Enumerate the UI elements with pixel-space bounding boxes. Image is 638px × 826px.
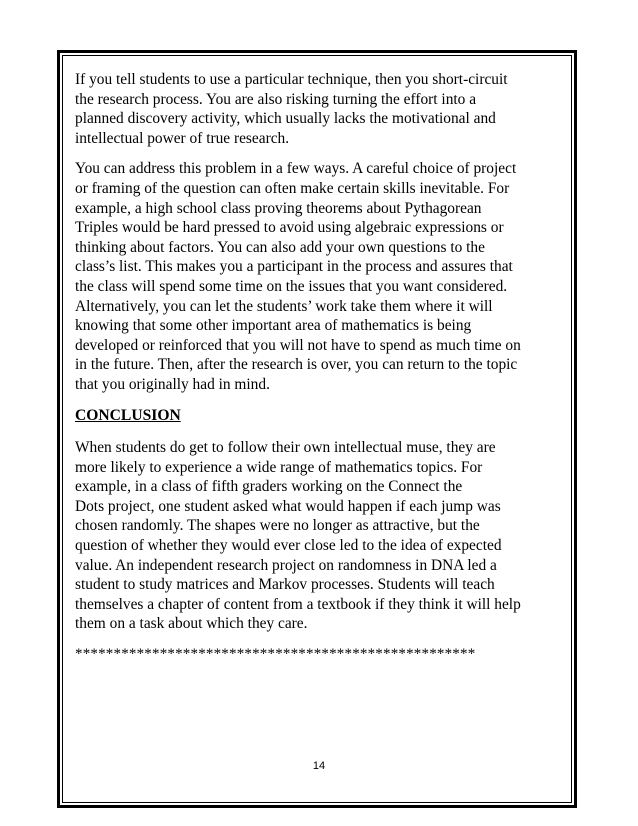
section-heading-conclusion: CONCLUSION — [75, 406, 181, 424]
text-line: Triples would be hard pressed to avoid using algebraic expressions or — [75, 219, 504, 237]
paragraph-conclusion — [75, 438, 571, 634]
text-line: the research process. You are also risking turning the effort into a — [75, 90, 477, 108]
text-line: Dots project, one student asked what would happen if each jump was — [75, 497, 501, 515]
paragraph-address-problem — [75, 159, 571, 394]
text-line: developed or reinforced that you will not have to spend as much time on — [75, 336, 521, 354]
text-line: knowing that some other important area of mathematics is being — [75, 317, 472, 335]
text-line: Alternatively, you can let the students’ work take them where it will — [75, 297, 493, 315]
text-line: class’s list. This makes you a participant in the process and assures that — [75, 258, 513, 276]
text-line: in the future. Then, after the research is over, you can return to the topic — [75, 356, 518, 374]
text-line: If you tell students to use a particular technique, then you short-circuit — [75, 71, 508, 88]
text-line: question of whether they would ever close led to the idea of expected — [75, 537, 502, 555]
text-line: chosen randomly. The shapes were no longer as attractive, but the — [75, 517, 480, 535]
text-line: themselves a chapter of content from a textbook if they think it will help — [75, 595, 521, 613]
text-line: example, in a class of fifth graders working on the Connect the — [75, 478, 463, 496]
text-line: planned discovery activity, which usually lacks the motivational and — [75, 110, 496, 128]
text-line: more likely to experience a wide range of mathematics topics. For — [75, 458, 483, 476]
page-number: 14 — [312, 760, 326, 772]
text-line: example, a high school class proving theorems about Pythagorean — [75, 199, 482, 217]
text-line: You can address this problem in a few ways. A careful choice of project — [75, 160, 517, 178]
asterisk-separator: **************************************************** — [75, 646, 476, 663]
text-line: value. An independent research project on randomness in DNA led a — [75, 556, 497, 574]
text-line: student to study matrices and Markov processes. Students will teach — [75, 576, 495, 594]
text-line: thinking about factors. You can also add your own questions to the — [75, 238, 485, 256]
text-line: that you originally had in mind. — [75, 375, 270, 393]
text-line: or framing of the question can often make certain skills inevitable. For — [75, 179, 510, 197]
text-line: intellectual power of true research. — [75, 129, 290, 147]
page-content — [75, 70, 571, 665]
paragraph-technique — [75, 70, 571, 148]
text-line: When students do get to follow their own intellectual muse, they are — [75, 439, 496, 457]
text-line: the class will spend some time on the issues that you want considered. — [75, 277, 508, 295]
text-line: them on a task about which they care. — [75, 615, 308, 633]
